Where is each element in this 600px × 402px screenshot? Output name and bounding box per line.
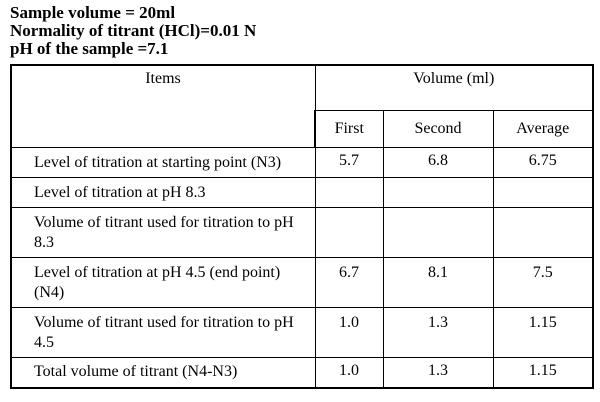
second-value: 1.3 [383,308,493,358]
table-row [11,148,593,178]
first-value: 5.7 [315,148,383,178]
second-value: 1.3 [383,358,493,388]
table-row [11,208,593,258]
items-header: Items [11,65,315,148]
volume-header: Volume (ml) [315,65,593,111]
header-row [11,65,593,111]
first-value [315,178,383,208]
second-value [383,208,493,258]
row-item-label: Level of titration at starting point (N3) [11,148,315,178]
average-value: 7.5 [493,258,593,308]
average-value: 1.15 [493,308,593,358]
document-header [10,4,256,58]
table-row [11,358,593,388]
first-header: First [315,111,383,148]
table-row [11,178,593,208]
row-item-label: Total volume of titrant (N4-N3) [11,358,315,388]
row-item-label: Volume of titrant used for titration to pH 8.3 [11,208,315,258]
row-item-label: Volume of titrant used for titration to pH 4.5 [11,308,315,358]
row-item-label: Level of titration at pH 8.3 [11,178,315,208]
first-value: 1.0 [315,308,383,358]
second-value [383,178,493,208]
row-item-label: Level of titration at pH 4.5 (end point) (N4) [11,258,315,308]
average-value [493,208,593,258]
table-row [11,258,593,308]
sample-volume-line: Sample volume = 20ml [10,3,176,22]
first-value [315,208,383,258]
average-value [493,178,593,208]
second-value: 6.8 [383,148,493,178]
second-value: 8.1 [383,258,493,308]
average-value: 1.15 [493,358,593,388]
first-value: 6.7 [315,258,383,308]
first-value: 1.0 [315,358,383,388]
titration-table [10,64,594,389]
average-value: 6.75 [493,148,593,178]
ph-line: pH of the sample =7.1 [10,39,169,58]
table-row [11,308,593,358]
second-header: Second [383,111,493,148]
average-header: Average [493,111,593,148]
normality-line: Normality of titrant (HCl)=0.01 N [10,21,257,40]
